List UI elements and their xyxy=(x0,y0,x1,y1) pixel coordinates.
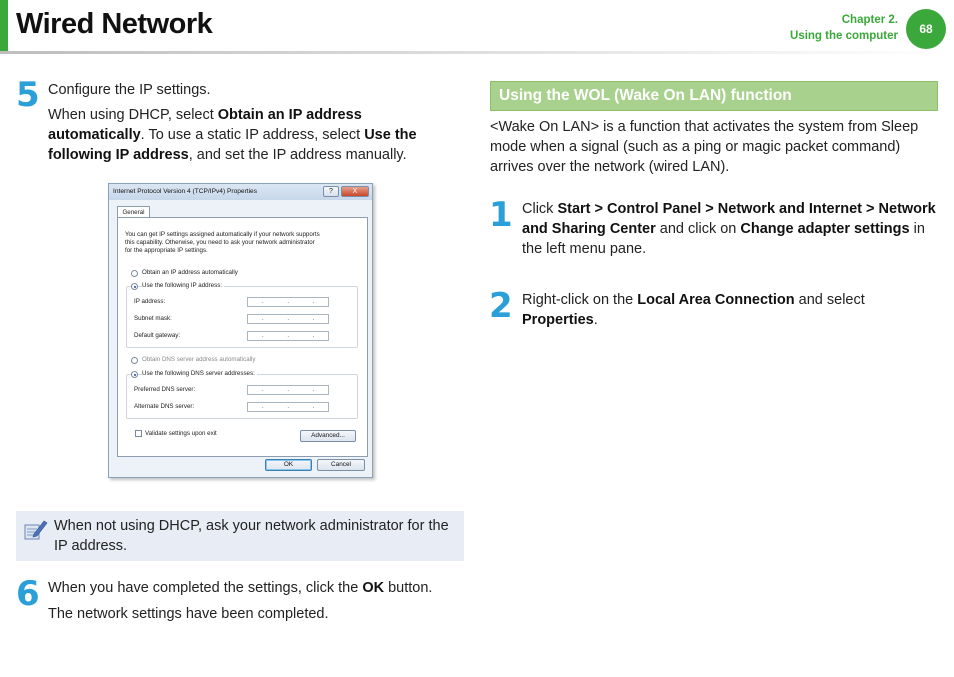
step-number-1: 1 xyxy=(489,195,513,235)
preferred-dns-input[interactable]: . . . xyxy=(247,385,329,395)
tab-general[interactable]: General xyxy=(117,206,150,218)
dialog-title: Internet Protocol Version 4 (TCP/IPv4) Properties xyxy=(109,184,372,200)
wol-step2-text: Right-click on the Local Area Connection and select Properties. xyxy=(522,292,865,328)
note-text: When not using DHCP, ask your network administrator for the IP address. xyxy=(54,518,449,554)
obtain-ip-auto-label: Obtain an IP address automatically xyxy=(142,269,238,276)
dialog-help-button[interactable]: ? xyxy=(323,186,339,197)
wol-section-title: Using the WOL (Wake On LAN) function xyxy=(499,87,792,104)
validate-settings-label: Validate settings upon exit xyxy=(145,430,217,437)
cancel-button[interactable]: Cancel xyxy=(317,459,365,471)
dialog-intro-line-1: You can get IP settings assigned automatically if your network supports xyxy=(125,231,320,238)
alternate-dns-label: Alternate DNS server: xyxy=(134,403,195,410)
default-gateway-label: Default gateway: xyxy=(134,332,181,339)
chapter-label xyxy=(790,12,898,44)
subnet-mask-label: Subnet mask: xyxy=(134,315,172,322)
ip-address-label: IP address: xyxy=(134,298,166,305)
step-number-6: 6 xyxy=(16,574,40,614)
subnet-mask-input[interactable]: . . . xyxy=(247,314,329,324)
ip-address-input[interactable]: . . . xyxy=(247,297,329,307)
step-number-2: 2 xyxy=(489,286,513,326)
ok-button[interactable]: OK xyxy=(265,459,312,471)
use-following-ip-label: Use the following IP address: xyxy=(142,282,223,289)
chapter-title: Using the computer xyxy=(790,30,898,42)
header-divider xyxy=(0,51,954,54)
general-tab-panel xyxy=(117,217,368,457)
ipv4-properties-dialog xyxy=(108,183,373,478)
wol-intro-text: <Wake On LAN> is a function that activates the system from Sleep mode when a signal (such as a ping or magic packet command) arrives over the network (wired LAN). xyxy=(490,119,919,175)
obtain-ip-auto-radio[interactable] xyxy=(131,270,138,277)
use-following-dns-radio[interactable] xyxy=(131,371,138,378)
page-number-badge: 68 xyxy=(906,9,946,49)
wol-step1-text: Click Start > Control Panel > Network and Internet > Network and Sharing Center and click on Change adapter settings in the left menu pane. xyxy=(522,201,936,257)
chapter-number: Chapter 2. xyxy=(841,14,898,26)
obtain-dns-auto-label: Obtain DNS server address automatically xyxy=(142,356,256,363)
alternate-dns-input[interactable]: . . . xyxy=(247,402,329,412)
wol-section-header xyxy=(490,81,938,111)
use-following-dns-label: Use the following DNS server addresses: xyxy=(142,370,255,377)
step6-line2: The network settings have been completed. xyxy=(48,606,329,622)
dialog-intro-line-3: for the appropriate IP settings. xyxy=(125,247,208,254)
page-title: Wired Network xyxy=(16,8,213,40)
preferred-dns-label: Preferred DNS server: xyxy=(134,386,196,393)
step5-body: When using DHCP, select Obtain an IP address automatically. To use a static IP address, select Use the following IP address, and set the IP address manually. xyxy=(48,107,417,163)
default-gateway-input[interactable]: . . . xyxy=(247,331,329,341)
step-number-5: 5 xyxy=(16,75,40,115)
obtain-dns-auto-radio[interactable] xyxy=(131,357,138,364)
validate-settings-checkbox[interactable] xyxy=(135,430,142,437)
note-box xyxy=(16,511,464,561)
dns-settings-group xyxy=(126,374,358,419)
dialog-close-button[interactable]: X xyxy=(341,186,369,197)
step5-heading: Configure the IP settings. xyxy=(48,82,211,98)
step6-line1: When you have completed the settings, click the OK button. xyxy=(48,580,433,596)
advanced-button[interactable]: Advanced... xyxy=(300,430,356,442)
pencil-note-icon xyxy=(22,517,48,543)
header-accent-bar xyxy=(0,0,8,52)
page-header xyxy=(0,0,954,52)
use-following-ip-radio[interactable] xyxy=(131,283,138,290)
dialog-intro-line-2: this capability. Otherwise, you need to ask your network administrator xyxy=(125,239,315,246)
